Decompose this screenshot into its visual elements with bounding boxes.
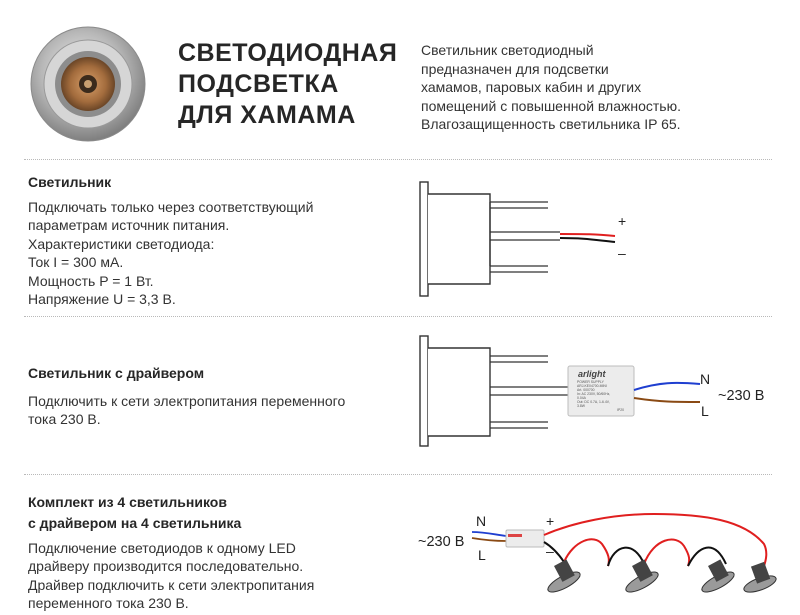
driver-logo-mark [508, 534, 522, 537]
title-line: ДЛЯ ХАМАМА [178, 101, 356, 129]
plus-label: + [546, 513, 555, 529]
body-line: Ток I = 300 мА. [28, 254, 124, 271]
mini-luminaire [742, 562, 778, 596]
l-label: L [478, 547, 486, 563]
driver-label-line: ARJ-KE04700-MINI [577, 384, 607, 388]
section-heading-text: с драйвером на 4 светильника [28, 515, 242, 531]
driver-label-line: In: AC 230V, 50/60Hz, [577, 392, 611, 396]
product-photo [28, 24, 148, 144]
body-line: Подключить к сети электропитания переменного [28, 393, 346, 409]
spring-clip-bottom [490, 266, 548, 272]
section-heading [28, 492, 241, 534]
cable-shape [490, 232, 560, 240]
body-line: параметрам источник питания. [28, 217, 230, 234]
title-line: ПОДСВЕТКА [178, 70, 339, 98]
driver-label-line: Out: DC 0.7A, 1-6.4V, [577, 400, 610, 404]
mini-luminaire [623, 559, 660, 595]
red-wire [564, 539, 609, 566]
mini-luminaire [699, 559, 736, 595]
body-line: драйверу производится последовательно. [28, 558, 304, 575]
blue-wire [634, 383, 700, 390]
section-body [28, 392, 398, 429]
driver-label-line: 3.8W [577, 404, 585, 408]
voltage-label: ~230 В [418, 534, 465, 550]
flange-shape [420, 336, 428, 446]
minus-label: – [618, 245, 626, 261]
driver-wiring-diagram [410, 332, 780, 452]
kit-wiring-diagram [414, 504, 784, 610]
section-heading [28, 172, 111, 193]
intro-line: хамамов, паровых кабин и других [421, 79, 642, 95]
spring-clip-bottom [490, 422, 548, 428]
red-wire [560, 234, 615, 236]
body-line: Драйвер подключить к сети электропитания [28, 576, 315, 593]
mini-luminaire [545, 559, 582, 595]
section-divider [24, 316, 772, 317]
intro-line: Светильник светодиодный [421, 42, 594, 58]
intro-line: помещений с повышенной влажностью. [421, 97, 681, 114]
driver-label-line: POWER SUPPLY [577, 380, 604, 384]
plus-label: + [618, 213, 627, 229]
brown-wire [634, 398, 700, 402]
intro-line: предназначен для подсветки [421, 60, 609, 77]
n-label: N [700, 371, 711, 387]
luminaire-wiring-diagram [410, 176, 640, 302]
body-line: Мощность P = 1 Вт. [28, 272, 154, 289]
section-heading-text: Светильник с драйвером [28, 365, 205, 381]
title-line: СВЕТОДИОДНАЯ [178, 39, 398, 67]
section-heading-text: Комплект из 4 светильников [28, 494, 227, 510]
section-divider [24, 474, 772, 475]
body-line: Напряжение U = 3,3 В. [28, 291, 176, 308]
section-divider [24, 159, 772, 160]
section-body [28, 198, 388, 308]
intro-line: Влагозащищенность светильника IP 65. [421, 116, 681, 132]
voltage-label: ~230 В [718, 388, 765, 404]
driver-box [506, 530, 544, 547]
body-line: переменного тока 230 В. [28, 595, 189, 612]
section-body [28, 539, 398, 613]
body-line: Подключение светодиодов к одному LED [28, 540, 296, 556]
driver-label-line: 0.04A [577, 396, 586, 400]
spring-clip-top [490, 356, 548, 362]
section-heading [28, 363, 204, 384]
driver-label-line: Art. 000700 [577, 388, 595, 392]
spring-clip-top [490, 202, 548, 266]
body-line: Характеристики светодиода: [28, 235, 215, 252]
section-heading-text: Светильник [28, 174, 112, 190]
body-shape [428, 348, 490, 436]
red-wire [544, 514, 766, 566]
body-line: тока 230 В. [28, 411, 101, 428]
page-title [178, 38, 397, 131]
driver-label-line: IP20 [617, 408, 624, 412]
brown-wire [472, 538, 506, 541]
intro-text [421, 41, 791, 134]
red-wire [644, 540, 689, 566]
l-label: L [701, 403, 709, 419]
body-shape [428, 194, 490, 284]
black-wire [560, 238, 615, 242]
n-label: N [476, 513, 487, 529]
minus-label: – [546, 543, 554, 559]
driver-brand: arlight [578, 369, 606, 379]
flange-shape [420, 182, 428, 296]
body-line: Подключать только через соответствующий [28, 199, 314, 215]
cable-shape [490, 387, 568, 395]
blue-wire [472, 532, 506, 536]
